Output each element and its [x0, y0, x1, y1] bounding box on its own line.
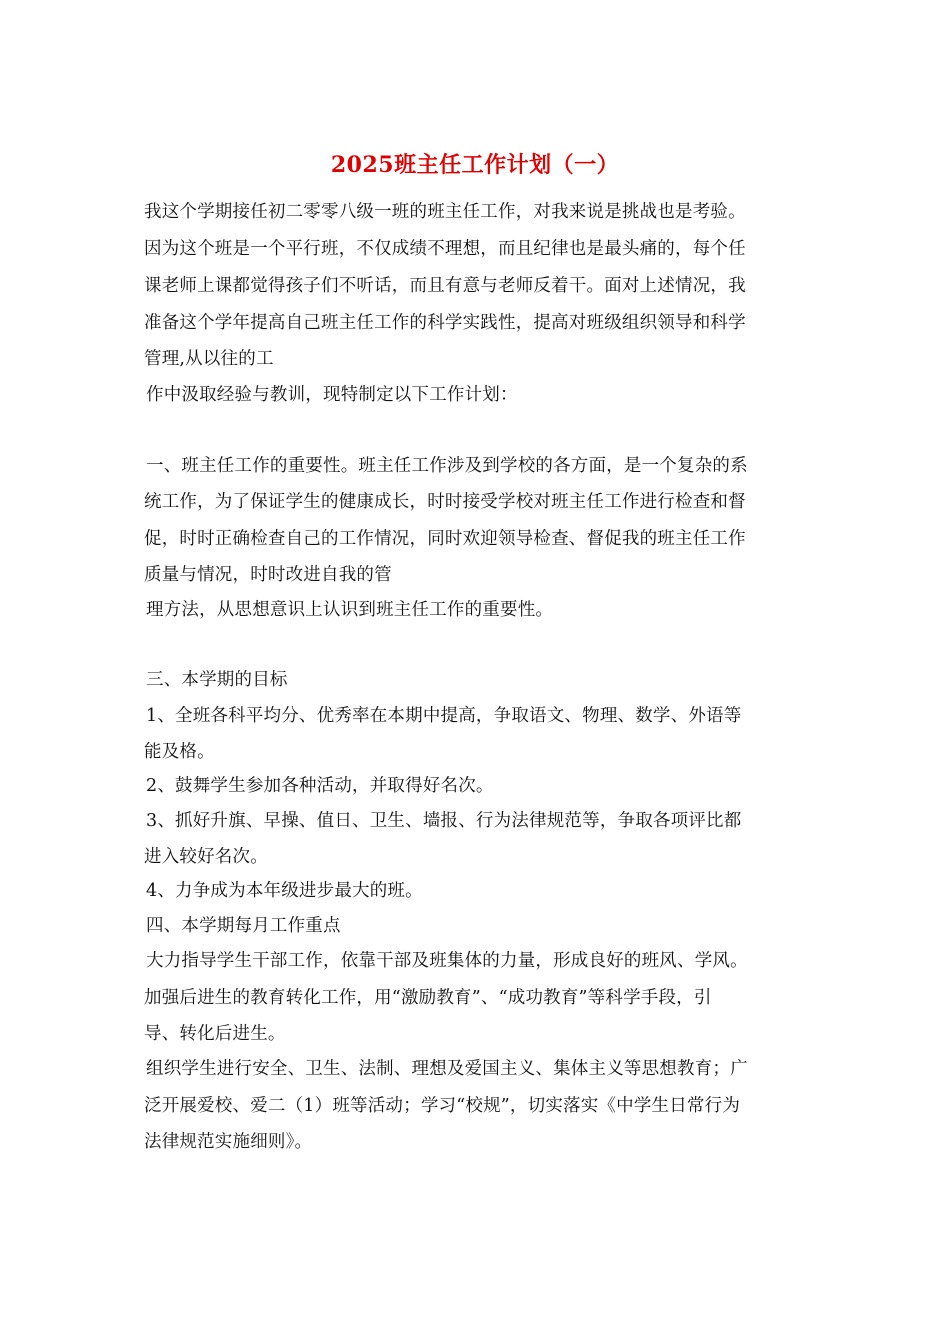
text-line: 因为这个班是一个平行班，不仅成绩不理想，而且纪律也是最头痛的，每个任	[144, 239, 746, 259]
text-line: 课老师上课都觉得孩子们不听话，而且有意与老师反着干。面对上述情况，我	[144, 276, 746, 296]
text-line: 法律规范实施细则》。	[144, 1132, 313, 1152]
text-line: 管理,从以往的工	[144, 349, 274, 369]
section-heading: 三、本学期的目标	[146, 670, 288, 690]
text-line: 促，时时正确检查自己的工作情况，同时欢迎领导检查、督促我的班主任工作	[144, 529, 746, 549]
text-line: 导、转化后进生。	[144, 1024, 286, 1044]
text-line: 我这个学期接任初二零零八级一班的班主任工作，对我来说是挑战也是考验。	[144, 202, 746, 222]
text-line: 能及格。	[144, 742, 215, 762]
text-line: 作中汲取经验与教训，现特制定以下工作计划：	[146, 385, 518, 405]
text-line: 4、力争成为本年级进步最大的班。	[146, 881, 423, 901]
text-line: 统工作，为了保证学生的健康成长，时时接受学校对班主任工作进行检查和督	[144, 492, 746, 512]
text-line: 1、全班各科平均分、优秀率在本期中提高，争取语文、物理、数学、外语等	[146, 706, 742, 726]
text-line: 组织学生进行安全、卫生、法制、理想及爱国主义、集体主义等思想教育；广	[146, 1059, 748, 1079]
text-line: 一、班主任工作的重要性。班主任工作涉及到学校的各方面，是一个复杂的系	[146, 456, 748, 476]
text-line: 2、鼓舞学生参加各种活动，并取得好名次。	[146, 776, 494, 796]
text-line: 质量与情况，时时改进自我的管	[144, 565, 392, 585]
text-line: 进入较好名次。	[144, 847, 268, 867]
text-line: 加强后进生的教育转化工作，用“激励教育”、“成功教育”等科学手段，引	[144, 988, 712, 1008]
text-line: 泛开展爱校、爱二（1）班等活动；学习“校规”，切实落实《中学生日常行为	[144, 1096, 741, 1116]
text-line: 准备这个学年提高自己班主任工作的科学实践性，提高对班级组织领导和科学	[144, 313, 746, 333]
text-line: 理方法，从思想意识上认识到班主任工作的重要性。	[146, 600, 554, 620]
text-line: 大力指导学生干部工作，依靠干部及班集体的力量，形成良好的班风、学风。	[146, 951, 748, 971]
document-title: 2025班主任工作计划（一）	[330, 152, 620, 178]
section-heading: 四、本学期每月工作重点	[146, 916, 341, 936]
text-line: 3、抓好升旗、早操、值日、卫生、墙报、行为法律规范等，争取各项评比都	[146, 811, 742, 831]
